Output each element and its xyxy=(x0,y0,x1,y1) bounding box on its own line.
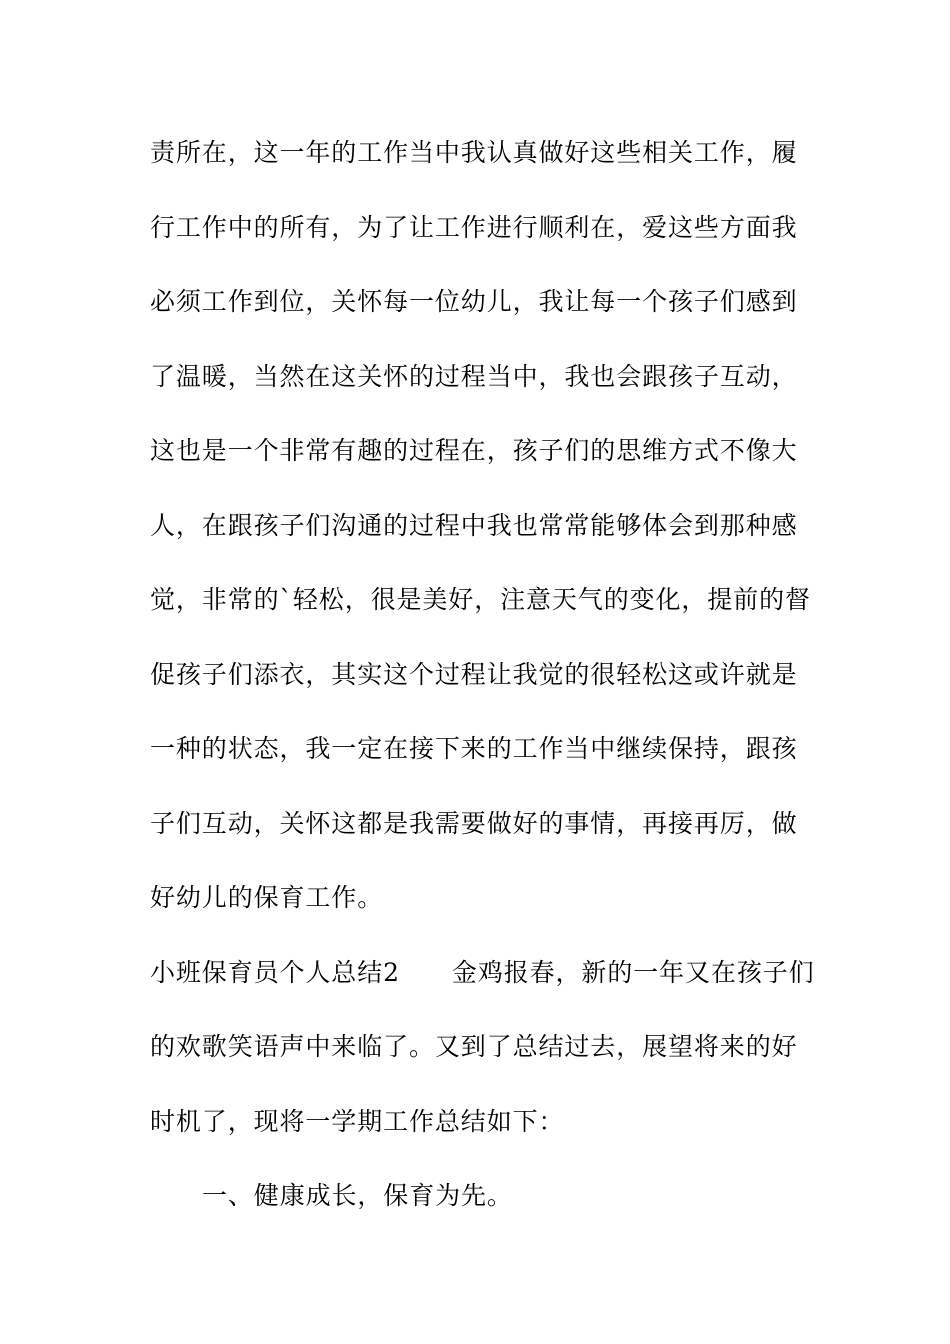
section-title-line xyxy=(150,946,830,1021)
sub-heading-line xyxy=(150,1169,830,1244)
body-text-line: 一种的状态，我一定在接下来的工作当中继续保持，跟孩 xyxy=(150,734,798,763)
body-text-line: 人，在跟孩子们沟通的过程中我也常常能够体会到那种感 xyxy=(150,510,798,540)
section-title: 小班保育员个人总结2 xyxy=(150,957,400,987)
body-text-inline: 金鸡报春，新的一年又在孩子们 xyxy=(451,957,815,987)
body-text-line: 必须工作到位，关怀每一位幼儿，我让每一个孩子们感到 xyxy=(150,287,798,316)
body-text-line: 促孩子们添衣，其实这个过程让我觉的很轻松这或许就是 xyxy=(150,659,798,689)
body-text-line: 行工作中的所有，为了让工作进行顺利在，爱这些方面我 xyxy=(150,212,798,242)
document-body xyxy=(150,126,830,1244)
body-text-line: 责所在，这一年的工作当中我认真做好这些相关工作，履 xyxy=(150,138,798,167)
body-text-line: 觉，非常的`轻松，很是美好，注意天气的变化，提前的督 xyxy=(150,585,811,614)
body-text-line: 子们互动，关怀这都是我需要做好的事情，再接再厉，做 xyxy=(150,808,798,838)
body-text-line: 这也是一个非常有趣的过程在，孩子们的思维方式不像大 xyxy=(150,436,798,465)
body-text-line: 了温暖，当然在这关怀的过程当中，我也会跟孩子互动， xyxy=(150,361,798,391)
sub-heading: 一、健康成长，保育为先。 xyxy=(202,1181,513,1210)
body-text-line: 时机了，现将一学期工作总结如下： xyxy=(150,1106,565,1136)
body-text-line: 好幼儿的保育工作。 xyxy=(150,883,384,912)
body-text-line: 的欢歌笑语声中来临了。又到了总结过去，展望将来的好 xyxy=(150,1032,798,1061)
